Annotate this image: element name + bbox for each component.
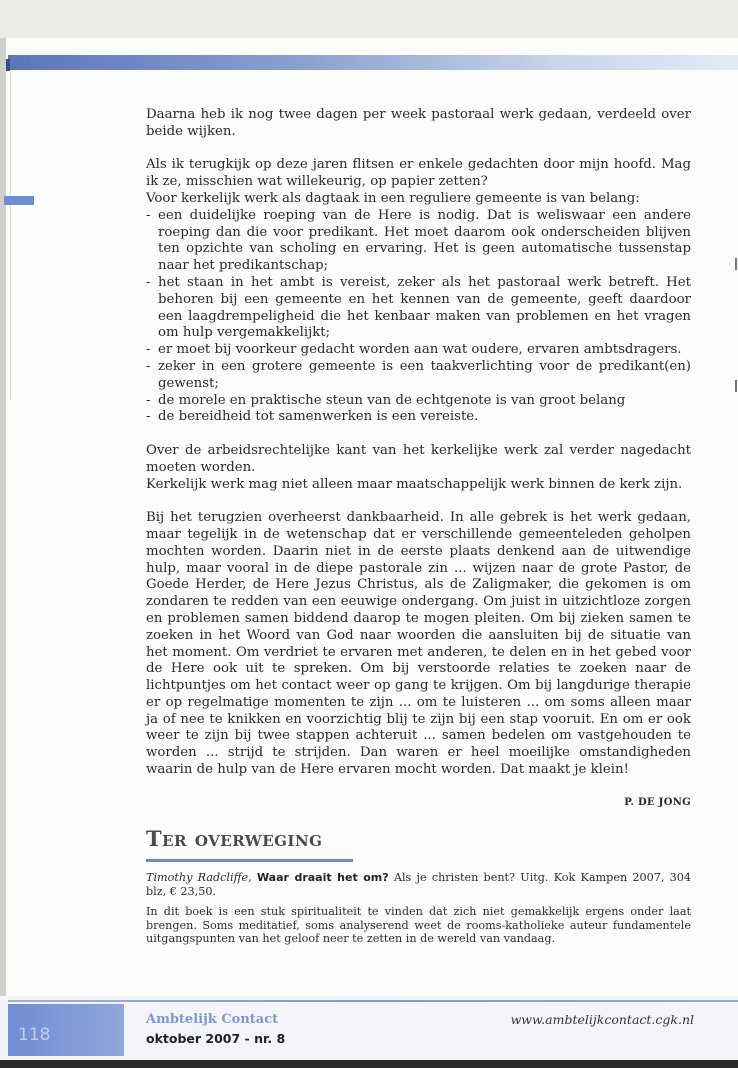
page-number: 118 bbox=[18, 1025, 51, 1045]
paragraph: Voor kerkelijk werk als dagtaak in een reguliere gemeente is van belang: bbox=[146, 190, 640, 206]
book-review bbox=[146, 871, 691, 953]
review-text: In dit boek is een stuk spiritualiteit te vinden dat zich niet gemakkelijk ergens onder laat brengen. Soms meditatief, soms analyserend weet de rooms-katholieke auteur fundamentele uitgangspunten van het geloof neer te zetten in de wereld van vandaag. bbox=[146, 905, 691, 946]
website-url: www.ambtelijkcontact.cgk.nl bbox=[510, 1012, 694, 1027]
footer-rule bbox=[8, 1000, 738, 1002]
paragraph: Over de arbeidsrechtelijke kant van het kerkelijke werk zal verder nagedacht moeten worden. bbox=[146, 442, 691, 475]
list-item: - de bereidheid tot samenwerken is een vereiste. bbox=[146, 409, 691, 426]
section-underline bbox=[146, 859, 353, 862]
requirements-list bbox=[146, 208, 691, 426]
header-color-bar bbox=[8, 55, 738, 70]
paragraph: Als ik terugkijk op deze jaren flitsen er enkele gedachten door mijn hoofd. Mag ik ze, misschien wat willekeurig, op papier zetten? bbox=[146, 157, 691, 190]
margin-mark bbox=[735, 380, 737, 392]
list-item: - zeker in een grotere gemeente is een taakverlichting voor de predikant(en) gewenst; bbox=[146, 359, 691, 393]
list-item: - de morele en praktische steun van de echtgenote is van groot belang bbox=[146, 393, 691, 410]
paragraph: Daarna heb ik nog twee dagen per week pastoraal werk gedaan, verdeeld over beide wijken. bbox=[146, 107, 691, 139]
book-title: Waar draait het om? bbox=[256, 871, 389, 884]
issue-info: oktober 2007 - nr. 8 bbox=[146, 1031, 286, 1046]
paragraph: Bij het terugzien overheerst dankbaarheid. In alle gebrek is het werk gedaan, maar tegelijk in de wetenschap dat er verschillende gemeenteleden geholpen mochten worden. Daarin niet in de eerste plaats denkend aan de uitwendige hulp, maar vooral in de diepe pastorale zin ... wijzen naar de grote Pastor, de Goede Herder, de Here Jezus Christus, als de Zaligmaker, die gekomen is om zondaren te redden van een eeuwige ondergang. Om juist in uitzichtloze zorgen en problemen samen biddend daarop te mogen pleiten. Om bij zieken samen te zoeken in het Woord van God naar woorden die aansluiten bij de situatie van het moment. Om verdriet te ervaren met anderen, te delen en in het gebed voor de Here ook uit te spreken. Om bij verstoorde relaties te zoeken naar de lichtpuntjes om het contact weer op gang te krijgen. Om bij langdurige therapie er op regelmatige momenten te zijn ... om te luisteren ... om soms alleen maar ja of nee te knikken en voorzichtig blij te zijn bij een stap vooruit. En om er ook weer te zijn bij twee stappen achteruit ... samen bedelen om vastgehouden te worden ... strijd te strijden. Dan waren er heel moeilijke omstandigheden waarin de hulp van de Here ervaren mocht worden. Dat maakt je klein! bbox=[146, 510, 691, 778]
list-item: - een duidelijke roeping van de Here is nodig. Dat is weliswaar een andere roeping dan die voor predikant. Het moet daarom ook onderscheiden blijven ten opzichte van scholing en ervaring. Het is geen automatische tussenstap naar het predikantschap; bbox=[146, 208, 691, 275]
left-binding-strip bbox=[0, 38, 6, 1058]
list-item: - er moet bij voorkeur gedacht worden aan wat oudere, ervaren ambtsdragers. bbox=[146, 342, 691, 359]
left-margin-line bbox=[10, 70, 11, 400]
top-margin bbox=[0, 0, 738, 38]
article-body bbox=[146, 107, 691, 796]
section-title: Ter overweging bbox=[146, 826, 323, 851]
left-accent-tab bbox=[4, 196, 34, 205]
list-item: - het staan in het ambt is vereist, zeker als het pastoraal werk betreft. Het behoren bij een gemeente en het kennen van de gemeente, geeft daardoor een laagdrempeligheid die het kenbaar maken van problemen en het vragen om hulp vergemakkelijkt; bbox=[146, 275, 691, 342]
book-citation bbox=[146, 871, 691, 898]
author-signature: P. DE JONG bbox=[624, 797, 691, 808]
margin-mark bbox=[735, 258, 737, 270]
magazine-name: Ambtelijk Contact bbox=[146, 1012, 279, 1027]
paragraph: Kerkelijk werk mag niet alleen maar maatschappelijk werk binnen de kerk zijn. bbox=[146, 476, 683, 492]
book-details: Als je christen bent? Uitg. Kok Kampen 2007, 304 blz, € 23,50. bbox=[146, 871, 692, 898]
book-author: Timothy Radcliffe, bbox=[146, 871, 252, 884]
bottom-edge bbox=[0, 1060, 738, 1068]
